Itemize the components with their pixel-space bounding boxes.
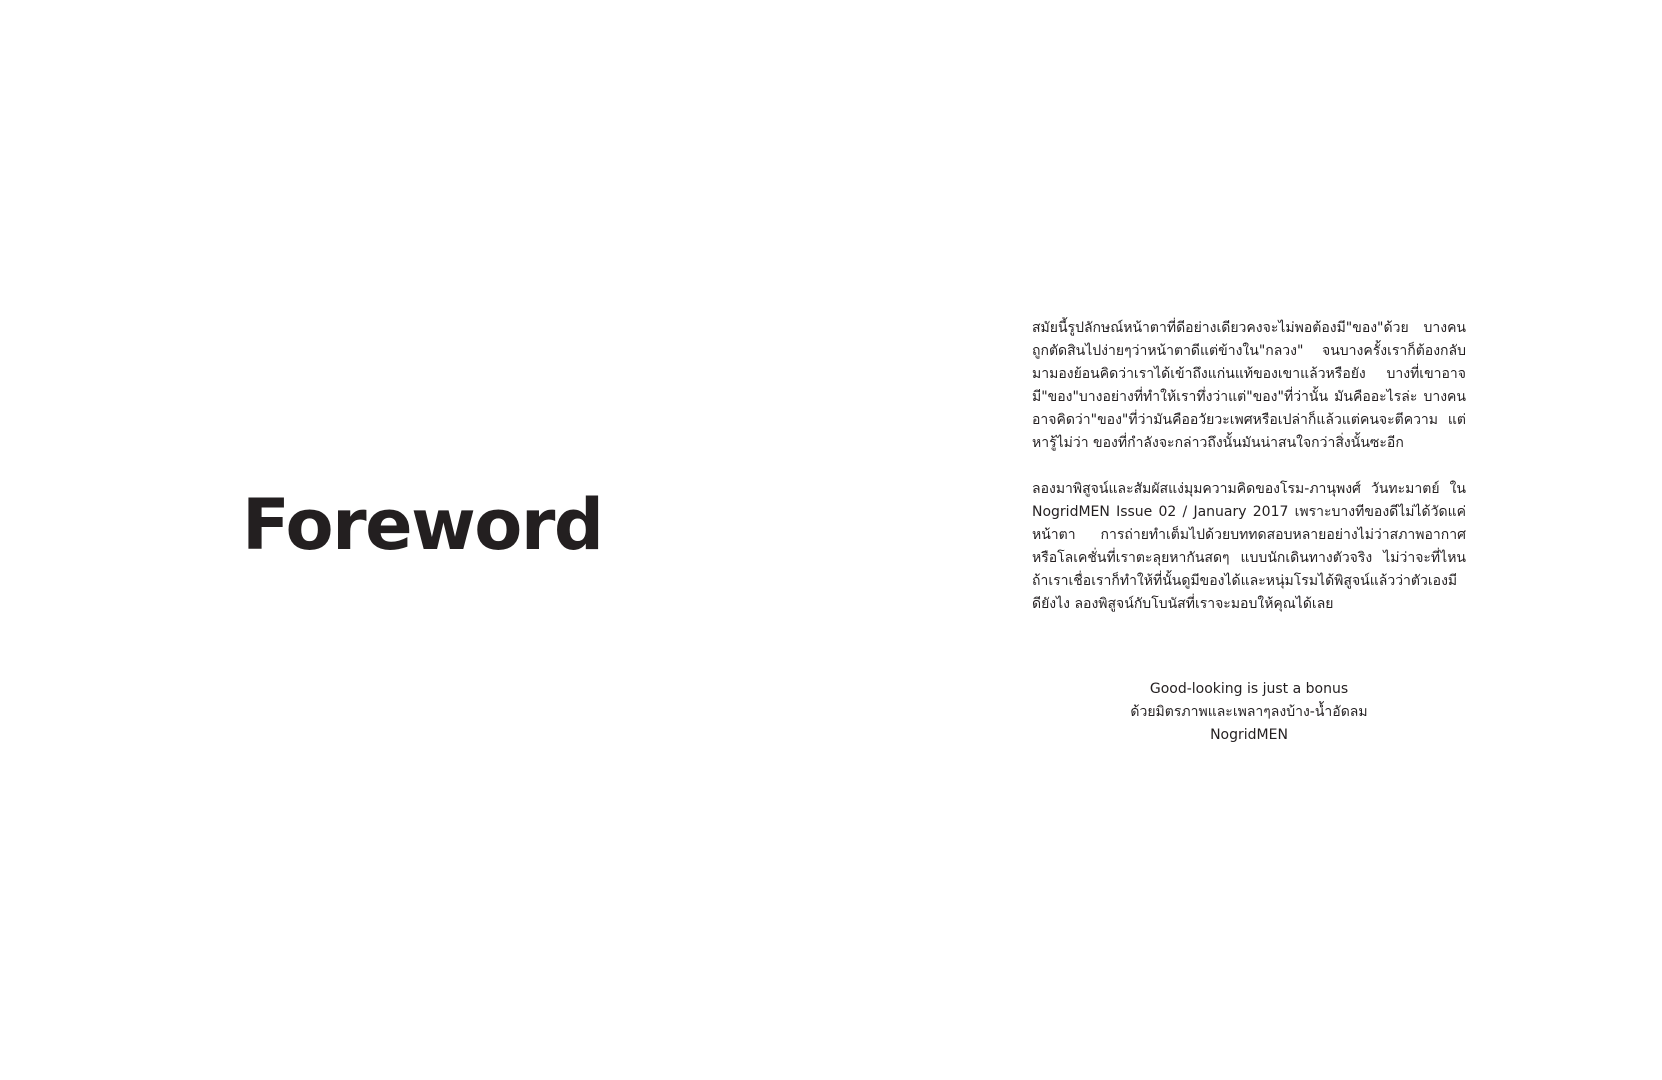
brand-name: NogridMEN [1210,727,1288,743]
signoff: ด้วยมิตรภาพและเพลาๆลงบ้าง-น้ำอัดลม [1130,704,1368,720]
page-title: Foreword [242,484,603,566]
closing-signature [1032,678,1466,747]
paragraph-issue: ลองมาพิสูจน์และสัมผัสแง่มุมความคิดของโรม-ภานุพงศ์ วันทะมาตย์ ใน NogridMEN Issue 02 / January 2017 เพราะบางทีของดีไม่ได้วัดแค่หน้าตา การถ่ายทำเต็มไปด้วยบททดสอบหลายอย่างไม่ว่าสภาพอากาศหรือโลเคชั่นที่เราตะลุยหากันสดๆ แบบนักเดินทางตัวจริง ไม่ว่าจะที่ไหนถ้าเราเชื่อเราก็ทำให้ที่นั้นดูมีของได้และหนุ่มโรมได้พิสูจน์แล้วว่าตัวเองมีดียังไง ลองพิสูจน์กับโบนัสที่เราจะมอบให้คุณได้เลย [1032,481,1466,612]
body-text [1032,317,1466,639]
paragraph-intro: สมัยนี้รูปลักษณ์หน้าตาที่ดีอย่างเดียวคงจะไม่พอต้องมี"ของ"ด้วย บางคนถูกตัดสินไปง่ายๆว่าหน้าตาดีแต่ข้างใน"กลวง" จนบางครั้งเราก็ต้องกลับมามองย้อนคิดว่าเราได้เข้าถึงแก่นแท้ของเขาแล้วหรือยัง บางที่เขาอาจมี"ของ"บางอย่างที่ทำให้เราทึ่งว่าแต่"ของ"ที่ว่านั้น มันคืออะไรล่ะ บางคนอาจคิดว่า"ของ"ที่ว่ามันคืออวัยวะเพศหรือเปล่าก็แล้วแต่คนจะตีความ แต่หารู้ไม่ว่า ของที่กำลังจะกล่าวถึงนั้นมันน่าสนใจกว่าสิ่งนั้นซะอีก [1032,320,1466,451]
tagline: Good-looking is just a bonus [1149,681,1349,697]
